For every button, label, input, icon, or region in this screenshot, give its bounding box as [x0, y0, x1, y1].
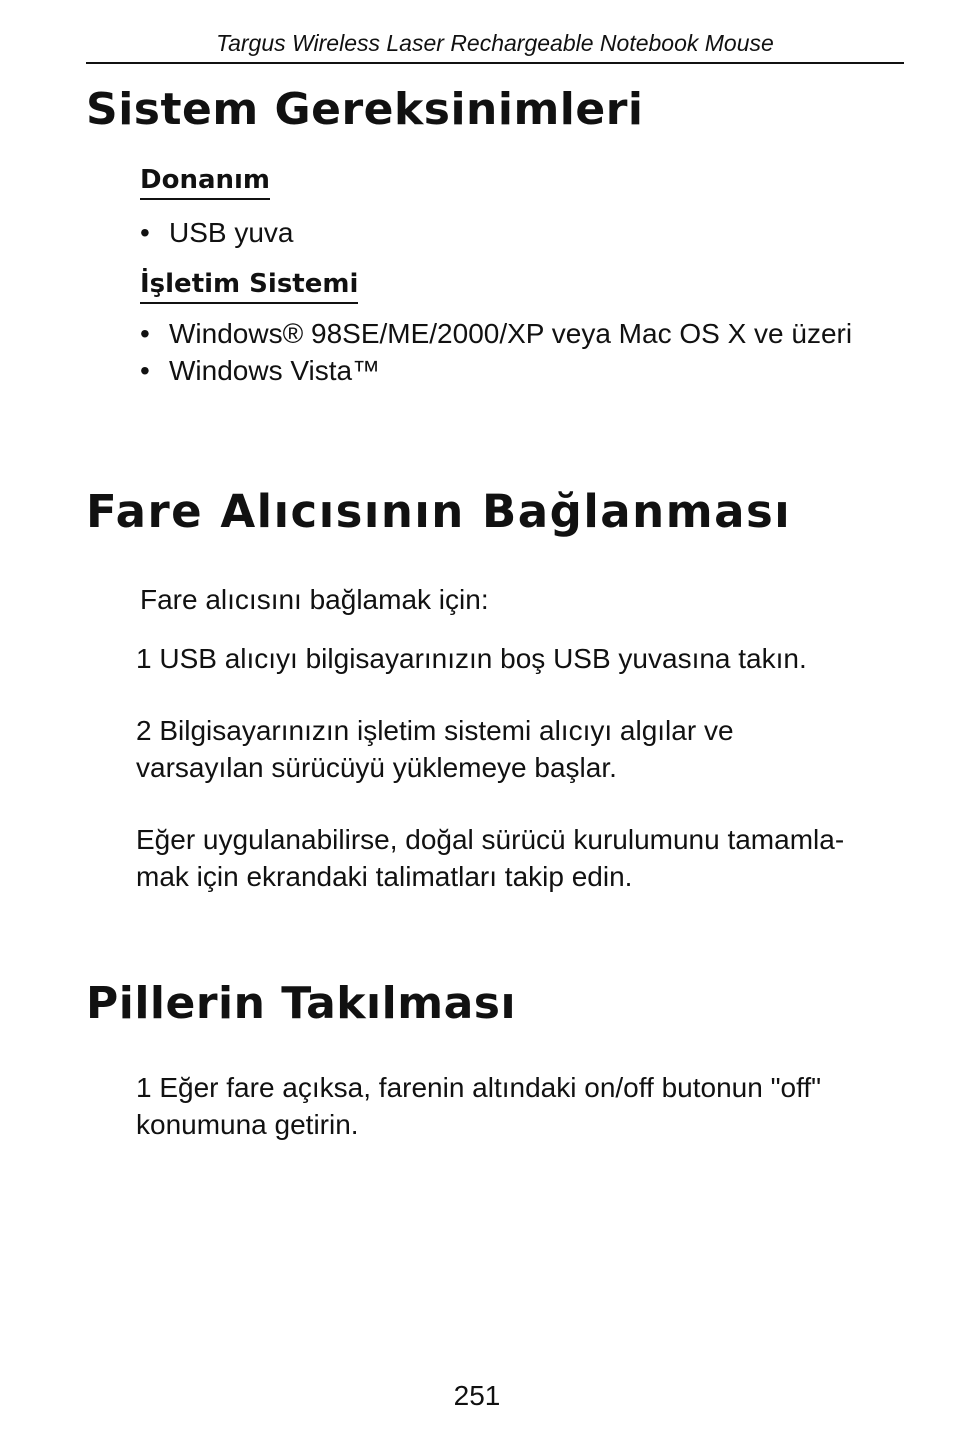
paragraph-line: varsayılan sürücüyü yüklemeye başlar. — [136, 752, 617, 783]
section-title-system-requirements: Sistem Gereksinimleri — [86, 84, 644, 135]
list-item: • Windows Vista™ — [140, 352, 852, 389]
list-item: • Windows® 98SE/ME/2000/XP veya Mac OS X ve üzeri — [140, 315, 852, 352]
paragraph-line: konumuna getirin. — [136, 1109, 359, 1140]
batteries-step-1 — [136, 1069, 916, 1143]
os-list — [140, 315, 852, 389]
receiver-step-1: 1 USB alıcıyı bilgisayarınızın boş USB yuvasına takın. — [136, 643, 807, 674]
paragraph-line: mak için ekrandaki talimatları takip edin. — [136, 861, 633, 892]
paragraph-line: Eğer uygulanabilirse, doğal sürücü kurulumunu tamamla- — [136, 824, 845, 855]
page-number: 251 — [453, 1380, 501, 1411]
receiver-note — [136, 821, 916, 895]
paragraph-line: 1 Eğer fare açıksa, farenin altındaki on/off butonun "off" — [136, 1072, 822, 1103]
section-title-receiver: Fare Alıcısının Bağlanması — [86, 485, 792, 538]
hardware-list — [140, 214, 294, 251]
os-subheading: İşletim Sistemi — [140, 268, 358, 304]
hardware-subheading: Donanım — [140, 164, 270, 200]
receiver-intro: Fare alıcısını bağlamak için: — [140, 584, 489, 615]
running-header: Targus Wireless Laser Rechargeable Notebook Mouse — [86, 28, 904, 64]
receiver-step-2 — [136, 712, 916, 786]
paragraph-line: 2 Bilgisayarınızın işletim sistemi alıcıyı algılar ve — [136, 715, 734, 746]
section-title-batteries: Pillerin Takılması — [86, 978, 517, 1029]
list-item: • USB yuva — [140, 214, 294, 251]
